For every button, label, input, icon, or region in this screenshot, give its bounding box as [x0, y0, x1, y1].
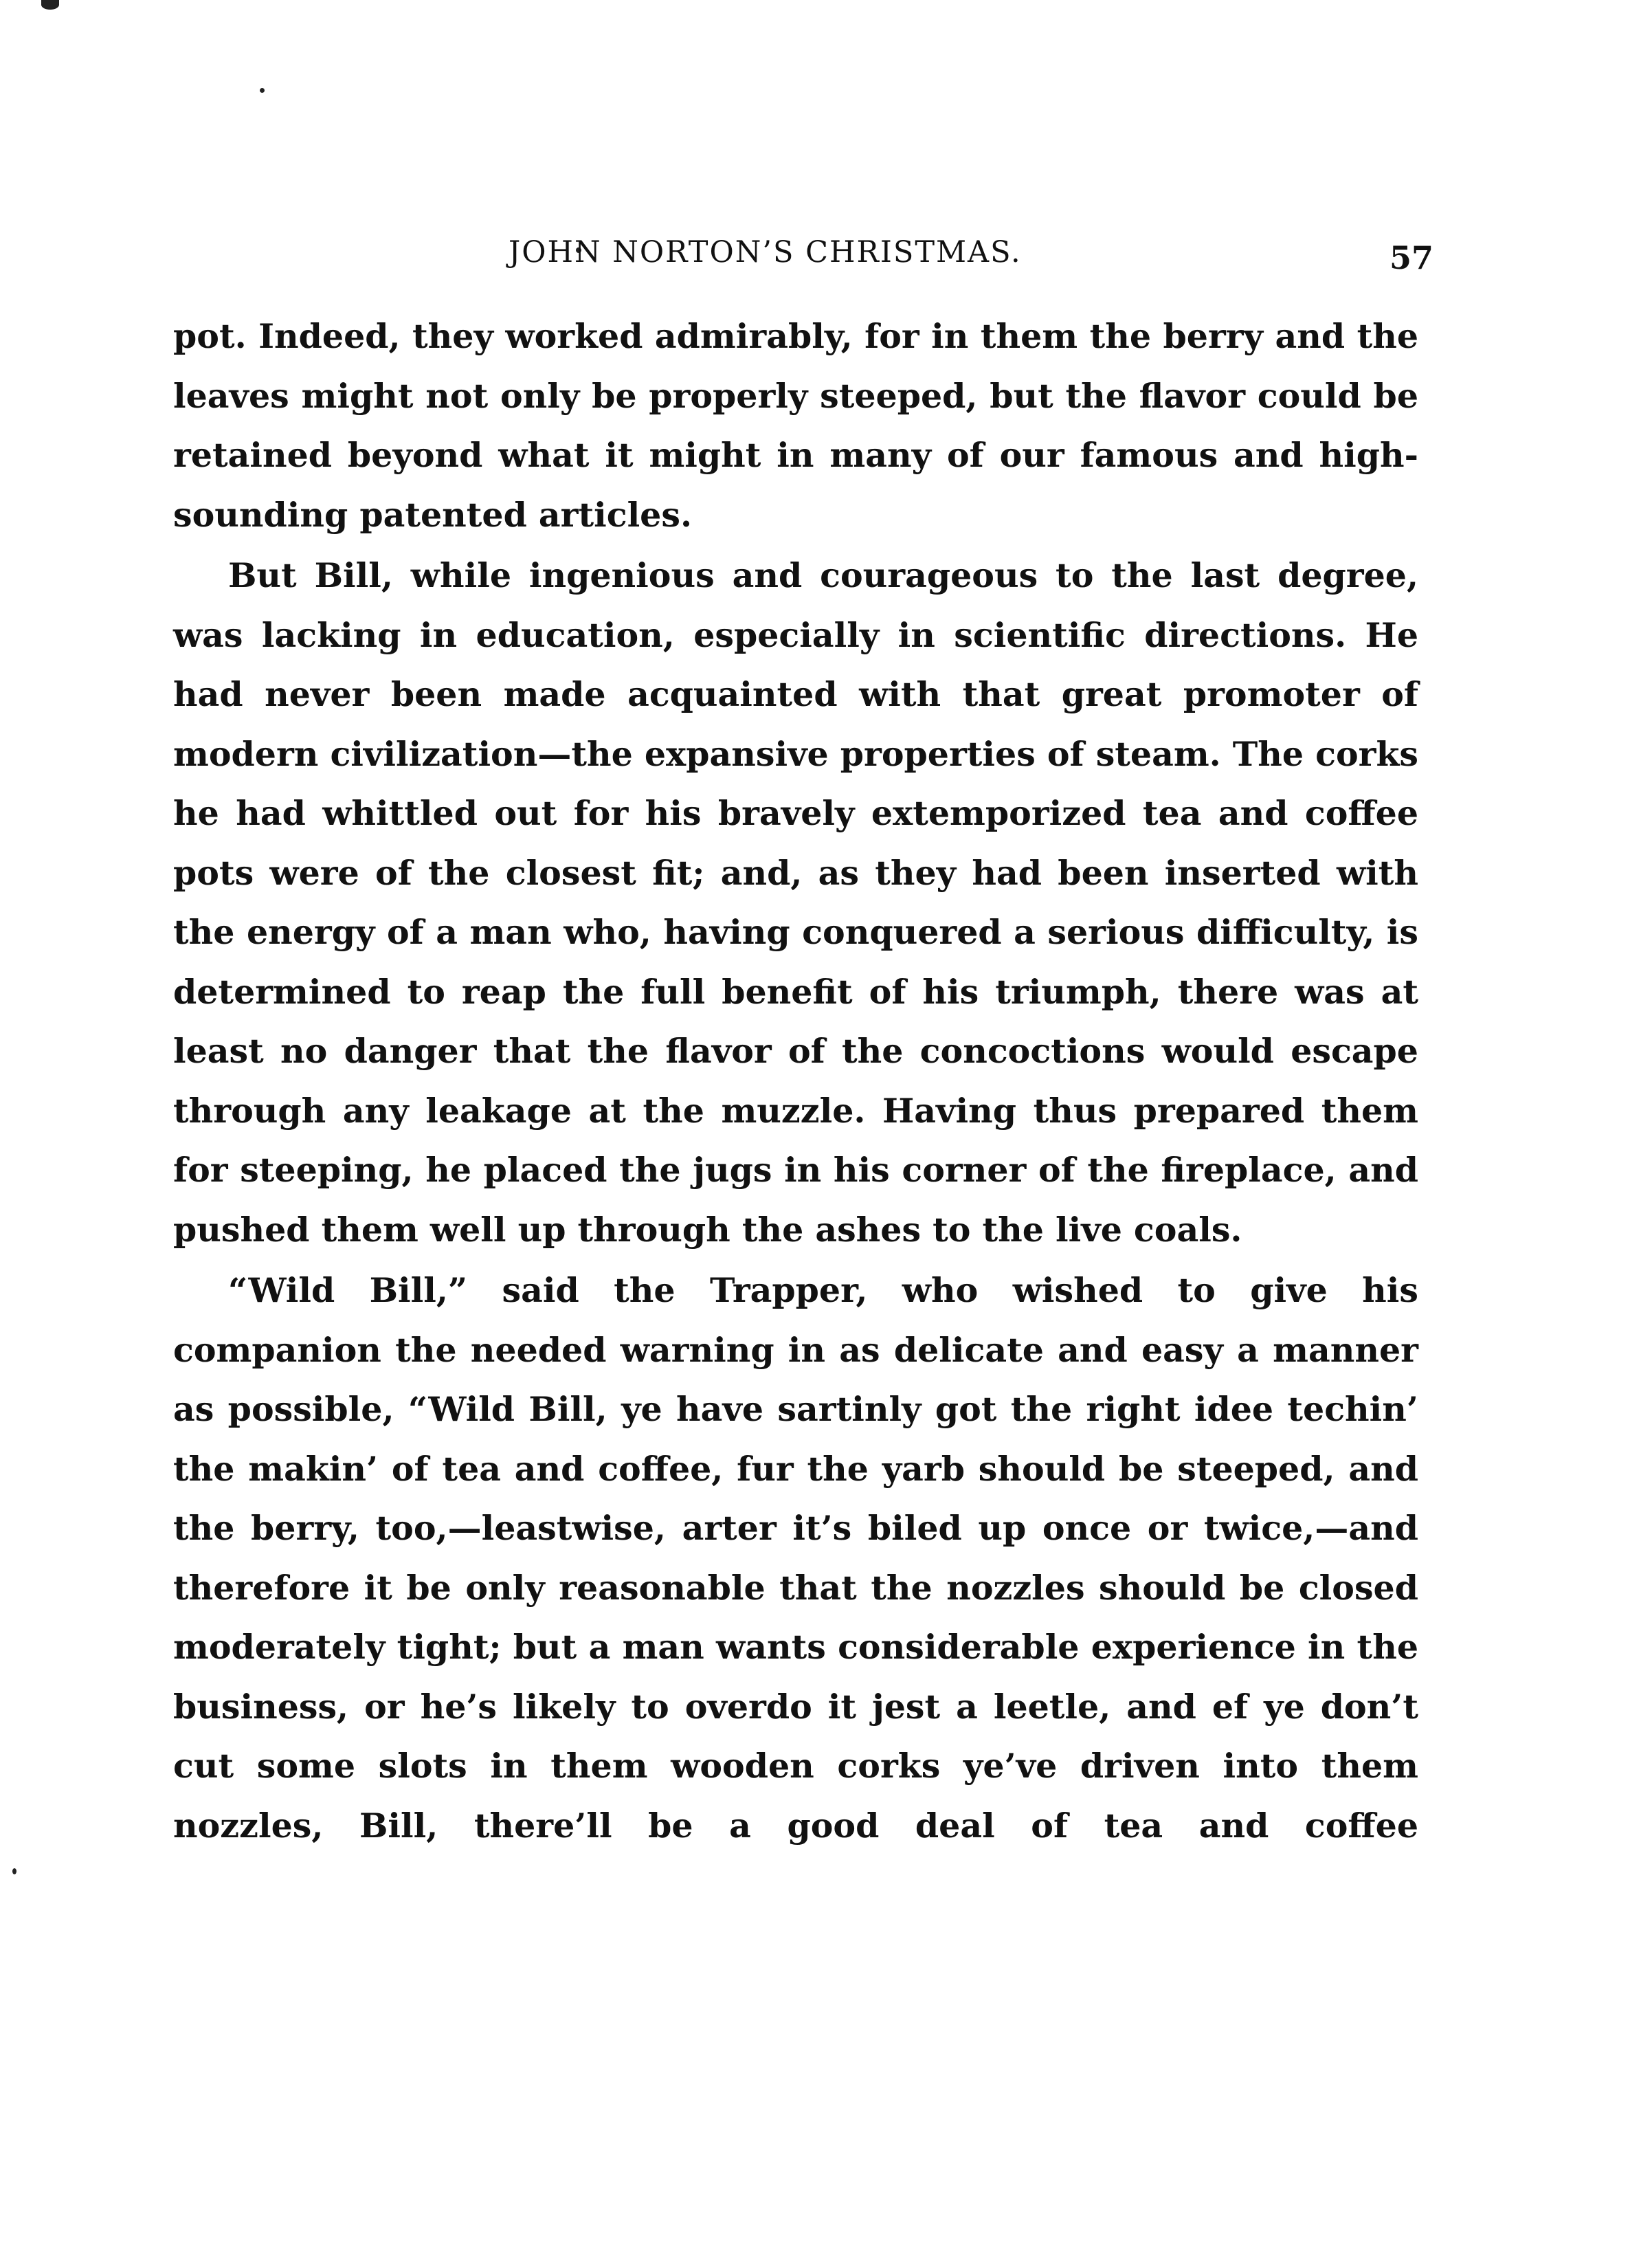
paragraph: pot. Indeed, they worked admirably, for in them the berry and the leaves might not only be properly steeped, but the flavor could be retained beyond what it might in many of our famous and high-sounding patented articles. [173, 316, 1418, 535]
running-title: JOHN NORTON’S CHRISTMAS. [509, 235, 1022, 269]
page-body [173, 307, 1418, 1855]
paragraph: “Wild Bill,” said the Trapper, who wished to give his companion the needed warning in as delicate and easy a manner as possible, “Wild Bill, ye have sartinly got the right idee techin’ the makin’ of tea and coffee, fur the yarb should be steeped, and the berry, too,—leastwise, arter it’s biled up once or twice,—and therefore it be only reasonable that the nozzles should be closed moderately tight; but a man wants considerable experience in the business, or he’s likely to overdo it jest a leetle, and ef ye don’t cut some slots in them wooden corks ye’ve driven into them nozzles, Bill, there’ll be a good deal of tea and coffee [173, 1270, 1418, 1846]
scan-speck [260, 88, 265, 93]
scan-speck [12, 1868, 16, 1874]
scan-mark [41, 0, 59, 10]
paragraph: But Bill, while ingenious and courageous to the last degree, was lacking in education, especially in scientific directions. He had never been made acquainted with that great promoter of modern civilization—the expansive properties of steam. The corks he had whittled out for his bravely extemporized tea and coffee pots were of the closest fit; and, as they had been inserted with the energy of a man who, having conquered a serious difficulty, is determined to reap the full benefit of his triumph, there was at least no danger that the flavor of the concoctions would escape through any leakage at the muzzle. Having thus prepared them for steeping, he placed the jugs in his corner of the fireplace, and pushed them well up through the ashes to the live coals. [173, 555, 1418, 1250]
page-number: 57 [1389, 239, 1434, 276]
